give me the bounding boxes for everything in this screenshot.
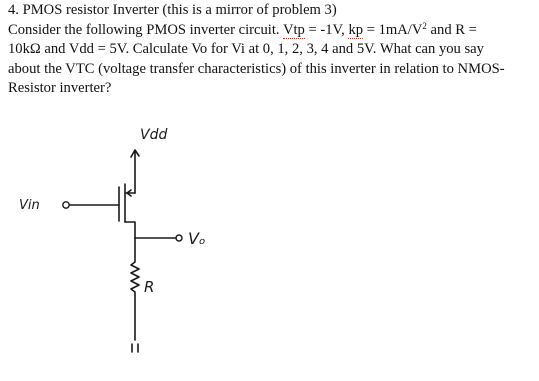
pmos-drain-lead xyxy=(125,222,135,238)
ground-icon xyxy=(132,344,138,352)
kp-term: kp xyxy=(348,21,364,38)
problem-line-2: Consider the following PMOS inverter circuit. Vtp = -1V, kp = $1mA/V^2$ and R = xyxy=(8,20,477,38)
vtp-term: Vtp xyxy=(282,21,305,38)
vo-terminal xyxy=(176,235,182,241)
problem-line-3: 10kΩ and Vdd = 5V. Calculate Vo for Vi at 0, 1, 2, 3, 4 and 5V. What can you say xyxy=(8,41,484,58)
vdd-label: Vdd xyxy=(140,127,168,143)
vin-terminal xyxy=(63,202,69,208)
r-label: R xyxy=(144,278,155,296)
resistor-r xyxy=(131,238,139,340)
problem-line-5: Resistor inverter? xyxy=(8,80,112,97)
vo-label: Vₒ xyxy=(188,229,206,248)
problem-line-4: about the VTC (voltage transfer characteristics) of this inverter in relation to NMOS- xyxy=(8,60,505,77)
problem-title: 4. PMOS resistor Inverter (this is a mirror of problem 3) xyxy=(8,2,337,18)
vin-label: Vin xyxy=(19,198,40,213)
vdd-arrow-icon xyxy=(131,150,139,193)
